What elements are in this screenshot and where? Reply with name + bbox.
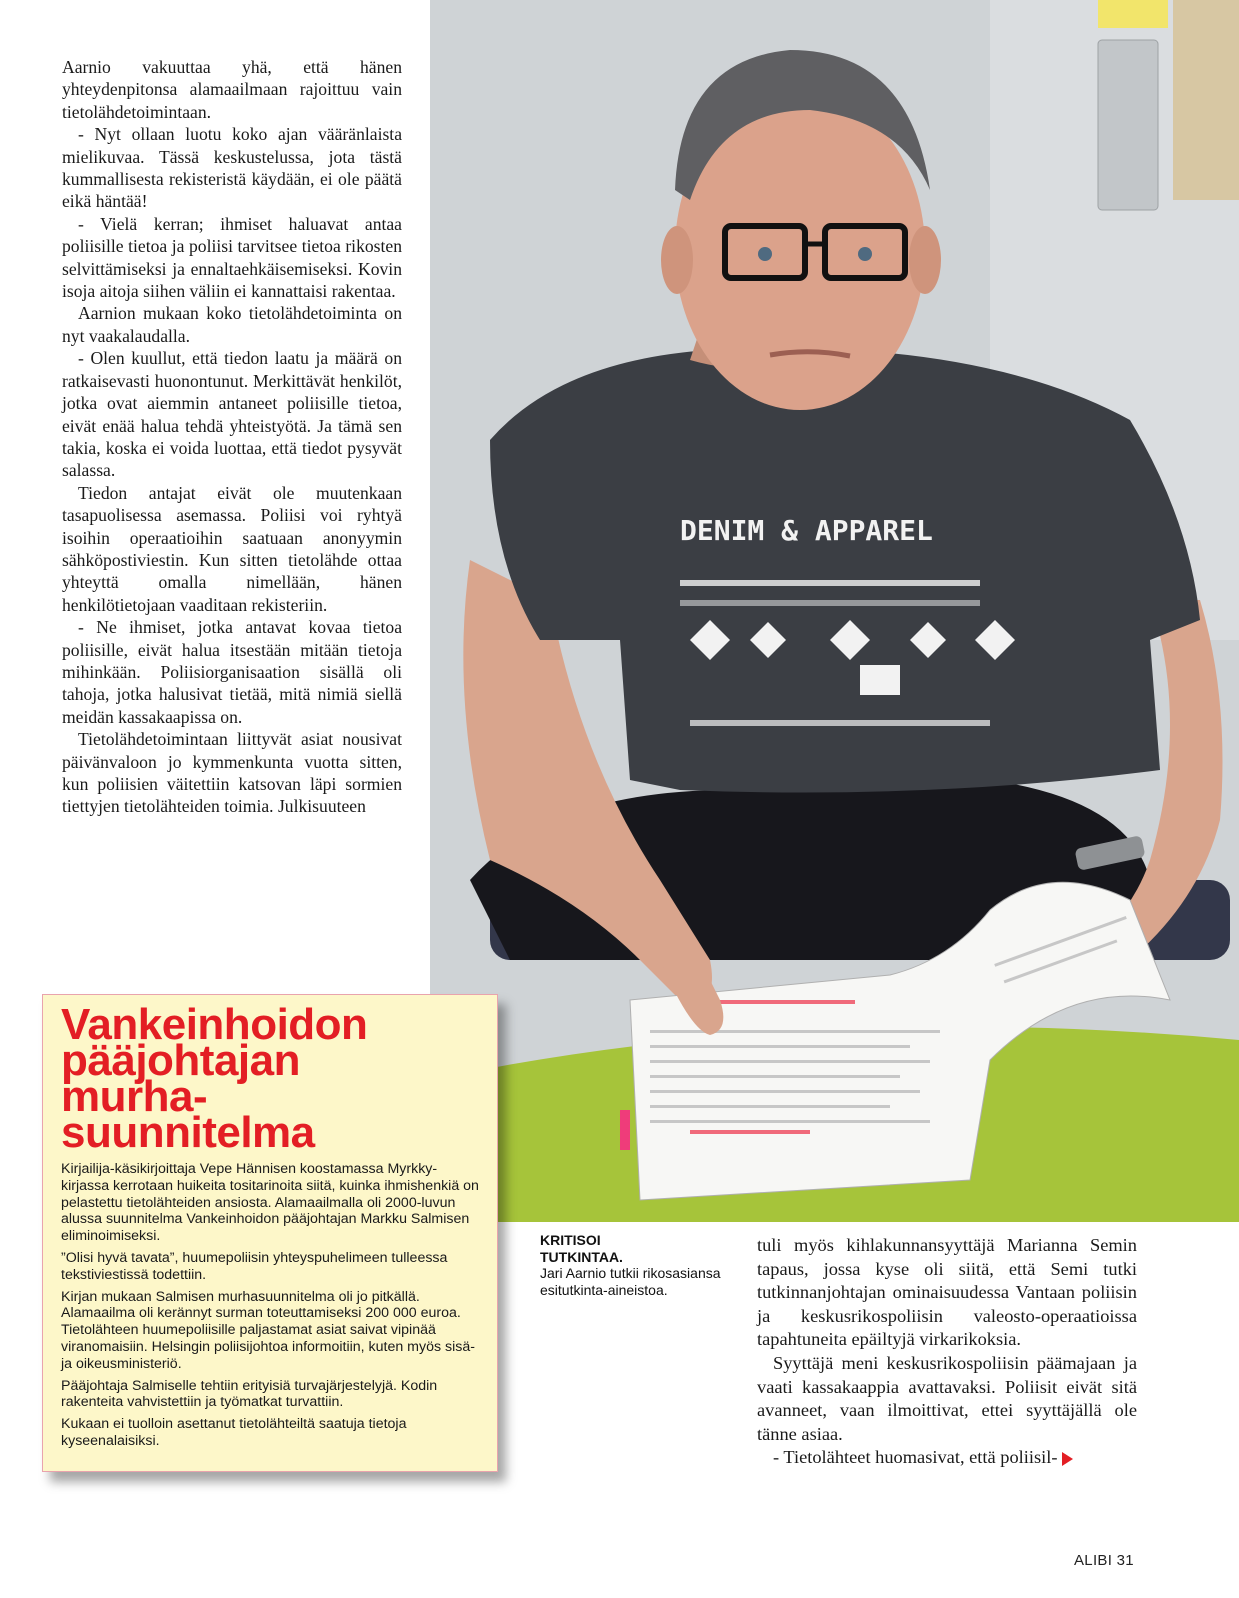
page-number: ALIBI 31	[1074, 1552, 1134, 1569]
photo-illustration	[430, 0, 1239, 1222]
paragraph: Aarnio vakuuttaa yhä, että hänen yhteydenpitonsa alamaailmaan rajoittuu vain tietolähdetoimintaan.	[62, 57, 402, 122]
caption-title-line: TUTKINTAA.	[540, 1248, 623, 1265]
paragraph: Tietolähdetoimintaan liittyvät asiat nousivat päivänvaloon jo kymmenkunta vuotta sitten, kun poliisien väitettiin katsovan läpi sormien tiettyjen tietolähteiden toimia. Julkisuuteen	[62, 729, 402, 817]
paragraph: tuli myös kihlakunnansyyttäjä Marianna Semin tapaus, jossa kyse oli siitä, että Semi tutki tutkinnanjohtajan ominaisuudessa Vantaan poliisin ja keskusrikospoliisin valeosto-operaatioissa tapahtuneita epäiltyjä virkarikoksia.	[757, 1235, 1137, 1350]
sidebar-paragraph: Kirjan mukaan Salmisen murhasuunnitelma oli jo pitkällä. Alamaailma oli kerännyt surman toteuttamiseksi 200 000 euroa. Tietolähteen huumepoliisille paljastamat asiat saivat vipinää viranomaisiin. Helsingin poliisijohtoa informoitiin, kuten myös sisä- ja oikeusministeriö.	[61, 1288, 475, 1372]
article-column-right	[757, 1234, 1137, 1470]
article-column-left	[62, 56, 402, 818]
sidebar-paragraph: Kukaan ei tuolloin asettanut tietolähteiltä saatuja tietoja kyseenalaisiksi.	[61, 1416, 407, 1449]
sidebar-body	[61, 1161, 483, 1450]
paragraph	[757, 1446, 1137, 1470]
caption-title-line: KRITISOI	[540, 1232, 601, 1248]
paragraph-text: - Tietolähteet huomasivat, että poliisil-	[773, 1447, 1058, 1468]
article-photo	[430, 0, 1239, 1222]
shirt-print: DENIM & APPAREL	[680, 514, 933, 547]
paragraph: - Vielä kerran; ihmiset haluavat antaa poliisille tietoa ja poliisi tarvitsee tietoa rikosten selvittämiseksi ja ennaltaehkäisemiseksi. Kovin isoja aitoja siihen väliin ei kannattaisi rakentaa.	[62, 213, 402, 302]
paragraph: - Olen kuullut, että tiedon laatu ja määrä on ratkaisevasti huonontunut. Merkittävät henkilöt, jotka ovat aiemmin antaneet poliisille tietoa, eivät enää halua tehdä yhteistyötä. Ja tämä sen takia, koska ei voida luottaa, että tiedot pysyvät salassa.	[62, 348, 402, 481]
paragraph: Aarnion mukaan koko tietolähdetoiminta on nyt vaakalaudalla.	[62, 303, 402, 346]
photo-caption	[540, 1232, 730, 1298]
paragraph: Tiedon antajat eivät ole muutenkaan tasapuolisessa asemassa. Poliisi voi ryhtyä isoihin operaatioihin saatuaan anonyymin sähköpostiviestin. Kun sitten tietolähde ottaa yhteyttä omalla nimellään, hänen henkilötietojaan vaaditaan rekisteriin.	[62, 482, 402, 615]
sidebar-title-line: Vankeinhoidon	[61, 1000, 368, 1049]
sidebar-title	[61, 1000, 483, 1157]
paragraph: - Ne ihmiset, jotka antavat kovaa tietoa poliisille, eivät halua itsestään mitään tietoja mihinkään. Poliisiorganisaation sisällä oli tahoja, jotka halusivat tietää, mitä nimiä siellä meidän kassakaapissa on.	[62, 617, 402, 727]
paragraph: - Nyt ollaan luotu koko ajan vääränlaista mielikuvaa. Tässä keskustelussa, jota tästä kummallisesta rekisteristä käydään, ei ole päätä eikä häntää!	[62, 124, 402, 212]
sidebar-title-line: pääjohtajan	[61, 1036, 300, 1085]
sidebar-paragraph: Pääjohtaja Salmiselle tehtiin erityisiä turvajärjestelyjä. Kodin rakenteita vahvistettiin ja työmatkat turvattiin.	[61, 1377, 438, 1411]
sidebar-paragraph: Kirjailija-käsikirjoittaja Vepe Hännisen koostamassa Myrkky-kirjassa kerrotaan huikeita tositarinoita siitä, kuinka ihmishenkiä on pelastettu tietolähteiden ansiosta. Alamaailmalla oli 2000-luvun alussa suunnitelma Vankeinhoidon pääjohtajan Markku Salmisen eliminoimiseksi.	[61, 1161, 479, 1245]
continue-arrow-icon	[1062, 1452, 1073, 1466]
paragraph: Syyttäjä meni keskusrikospoliisin päämajaan ja vaati kassakaappia avattavaksi. Poliisit eivät sitä avanneet, vaan ilmoittivat, ettei syyttäjällä ole tänne asiaa.	[757, 1352, 1137, 1444]
sidebar-title-line: murha-	[61, 1072, 208, 1121]
sidebar-paragraph: ”Olisi hyvä tavata”, huumepoliisin yhteyspuhelimeen tulleessa tekstiviestissä todettiin.	[61, 1249, 448, 1283]
sidebar-box	[42, 994, 498, 1472]
sidebar-title-line: suunnitelma	[61, 1108, 315, 1157]
caption-text: Jari Aarnio tutkii rikosasiansa esitutkinta-aineistoa.	[540, 1265, 721, 1298]
